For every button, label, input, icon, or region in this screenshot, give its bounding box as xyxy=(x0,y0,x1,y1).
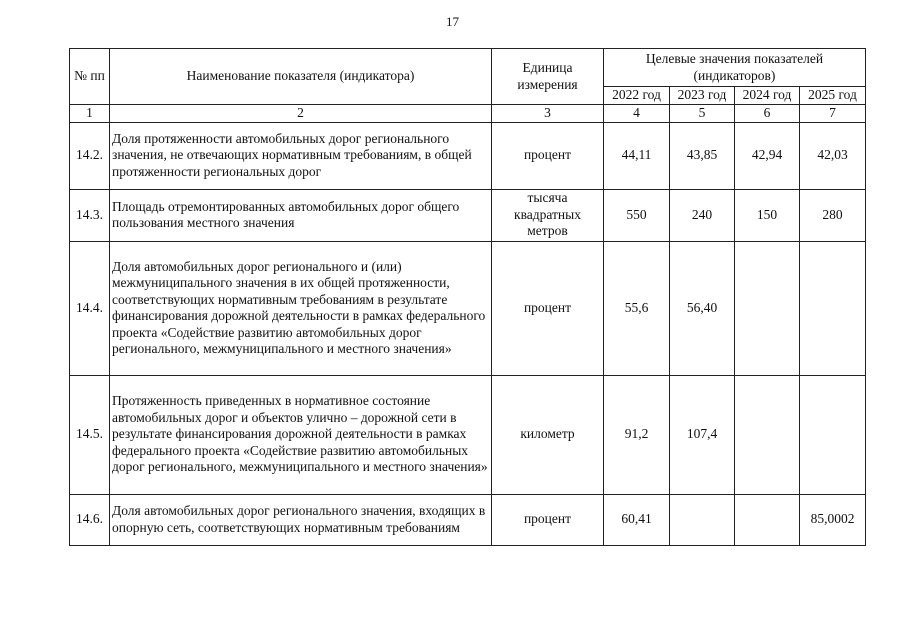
column-index: 3 xyxy=(492,105,604,123)
unit-cell: процент xyxy=(492,122,604,189)
row-number: 14.2. xyxy=(70,122,110,189)
value-2022: 44,11 xyxy=(604,122,670,189)
value-2023 xyxy=(670,494,735,545)
row-number: 14.3. xyxy=(70,189,110,241)
value-2025: 85,0002 xyxy=(800,494,866,545)
unit-cell: километр xyxy=(492,375,604,494)
unit-cell: процент xyxy=(492,241,604,375)
column-index: 5 xyxy=(670,105,735,123)
header-year-2025: 2025 год xyxy=(800,87,866,105)
indicator-name: Протяженность приведенных в нормативное состояние автомобильных дорог и объектов улично – дорожной сети в результате финансирования дорожной деятельности в рамках федерального проекта «Содействие развитию автомобильных дорог регионального, межмуниципального и местного значения» xyxy=(110,375,492,494)
value-2023: 107,4 xyxy=(670,375,735,494)
value-2022: 550 xyxy=(604,189,670,241)
indicator-name: Площадь отремонтированных автомобильных дорог общего пользования местного значения xyxy=(110,189,492,241)
table-row xyxy=(70,375,866,494)
header-year-2022: 2022 год xyxy=(604,87,670,105)
value-2024 xyxy=(735,375,800,494)
value-2022: 60,41 xyxy=(604,494,670,545)
header-unit: Единица измерения xyxy=(492,49,604,105)
row-number: 14.4. xyxy=(70,241,110,375)
column-index-row xyxy=(70,105,866,123)
table-row xyxy=(70,189,866,241)
header-year-2023: 2023 год xyxy=(670,87,735,105)
value-2025: 42,03 xyxy=(800,122,866,189)
row-number: 14.5. xyxy=(70,375,110,494)
value-2025: 280 xyxy=(800,189,866,241)
value-2022: 55,6 xyxy=(604,241,670,375)
column-index: 6 xyxy=(735,105,800,123)
indicator-name: Доля протяженности автомобильных дорог регионального значения, не отвечающих нормативным требованиям, в общей протяженности региональных дорог xyxy=(110,122,492,189)
value-2024: 150 xyxy=(735,189,800,241)
unit-cell: тысяча квадратных метров xyxy=(492,189,604,241)
column-index: 4 xyxy=(604,105,670,123)
value-2023: 56,40 xyxy=(670,241,735,375)
header-target-group: Целевые значения показателей (индикаторов) xyxy=(604,49,866,87)
header-name: Наименование показателя (индикатора) xyxy=(110,49,492,105)
unit-cell: процент xyxy=(492,494,604,545)
column-index: 7 xyxy=(800,105,866,123)
table-row xyxy=(70,494,866,545)
value-2023: 43,85 xyxy=(670,122,735,189)
row-number: 14.6. xyxy=(70,494,110,545)
header-year-2024: 2024 год xyxy=(735,87,800,105)
value-2024: 42,94 xyxy=(735,122,800,189)
indicators-table xyxy=(69,48,866,546)
table-row xyxy=(70,122,866,189)
value-2024 xyxy=(735,241,800,375)
value-2023: 240 xyxy=(670,189,735,241)
page-number: 17 xyxy=(446,14,459,29)
table-row xyxy=(70,241,866,375)
indicator-name: Доля автомобильных дорог регионального и (или) межмуниципального значения в их общей протяженности, соответствующих нормативным требованиям в результате финансирования дорожной деятельности в рамках федерального проекта «Содействие развитию автомобильных дорог регионального, межмуниципального и местного значения» xyxy=(110,241,492,375)
value-2022: 91,2 xyxy=(604,375,670,494)
value-2025 xyxy=(800,241,866,375)
value-2024 xyxy=(735,494,800,545)
header-row xyxy=(70,49,866,87)
indicator-name: Доля автомобильных дорог регионального значения, входящих в опорную сеть, соответствующих нормативным требованиям xyxy=(110,494,492,545)
column-index: 2 xyxy=(110,105,492,123)
column-index: 1 xyxy=(70,105,110,123)
header-number: № пп xyxy=(70,49,110,105)
value-2025 xyxy=(800,375,866,494)
